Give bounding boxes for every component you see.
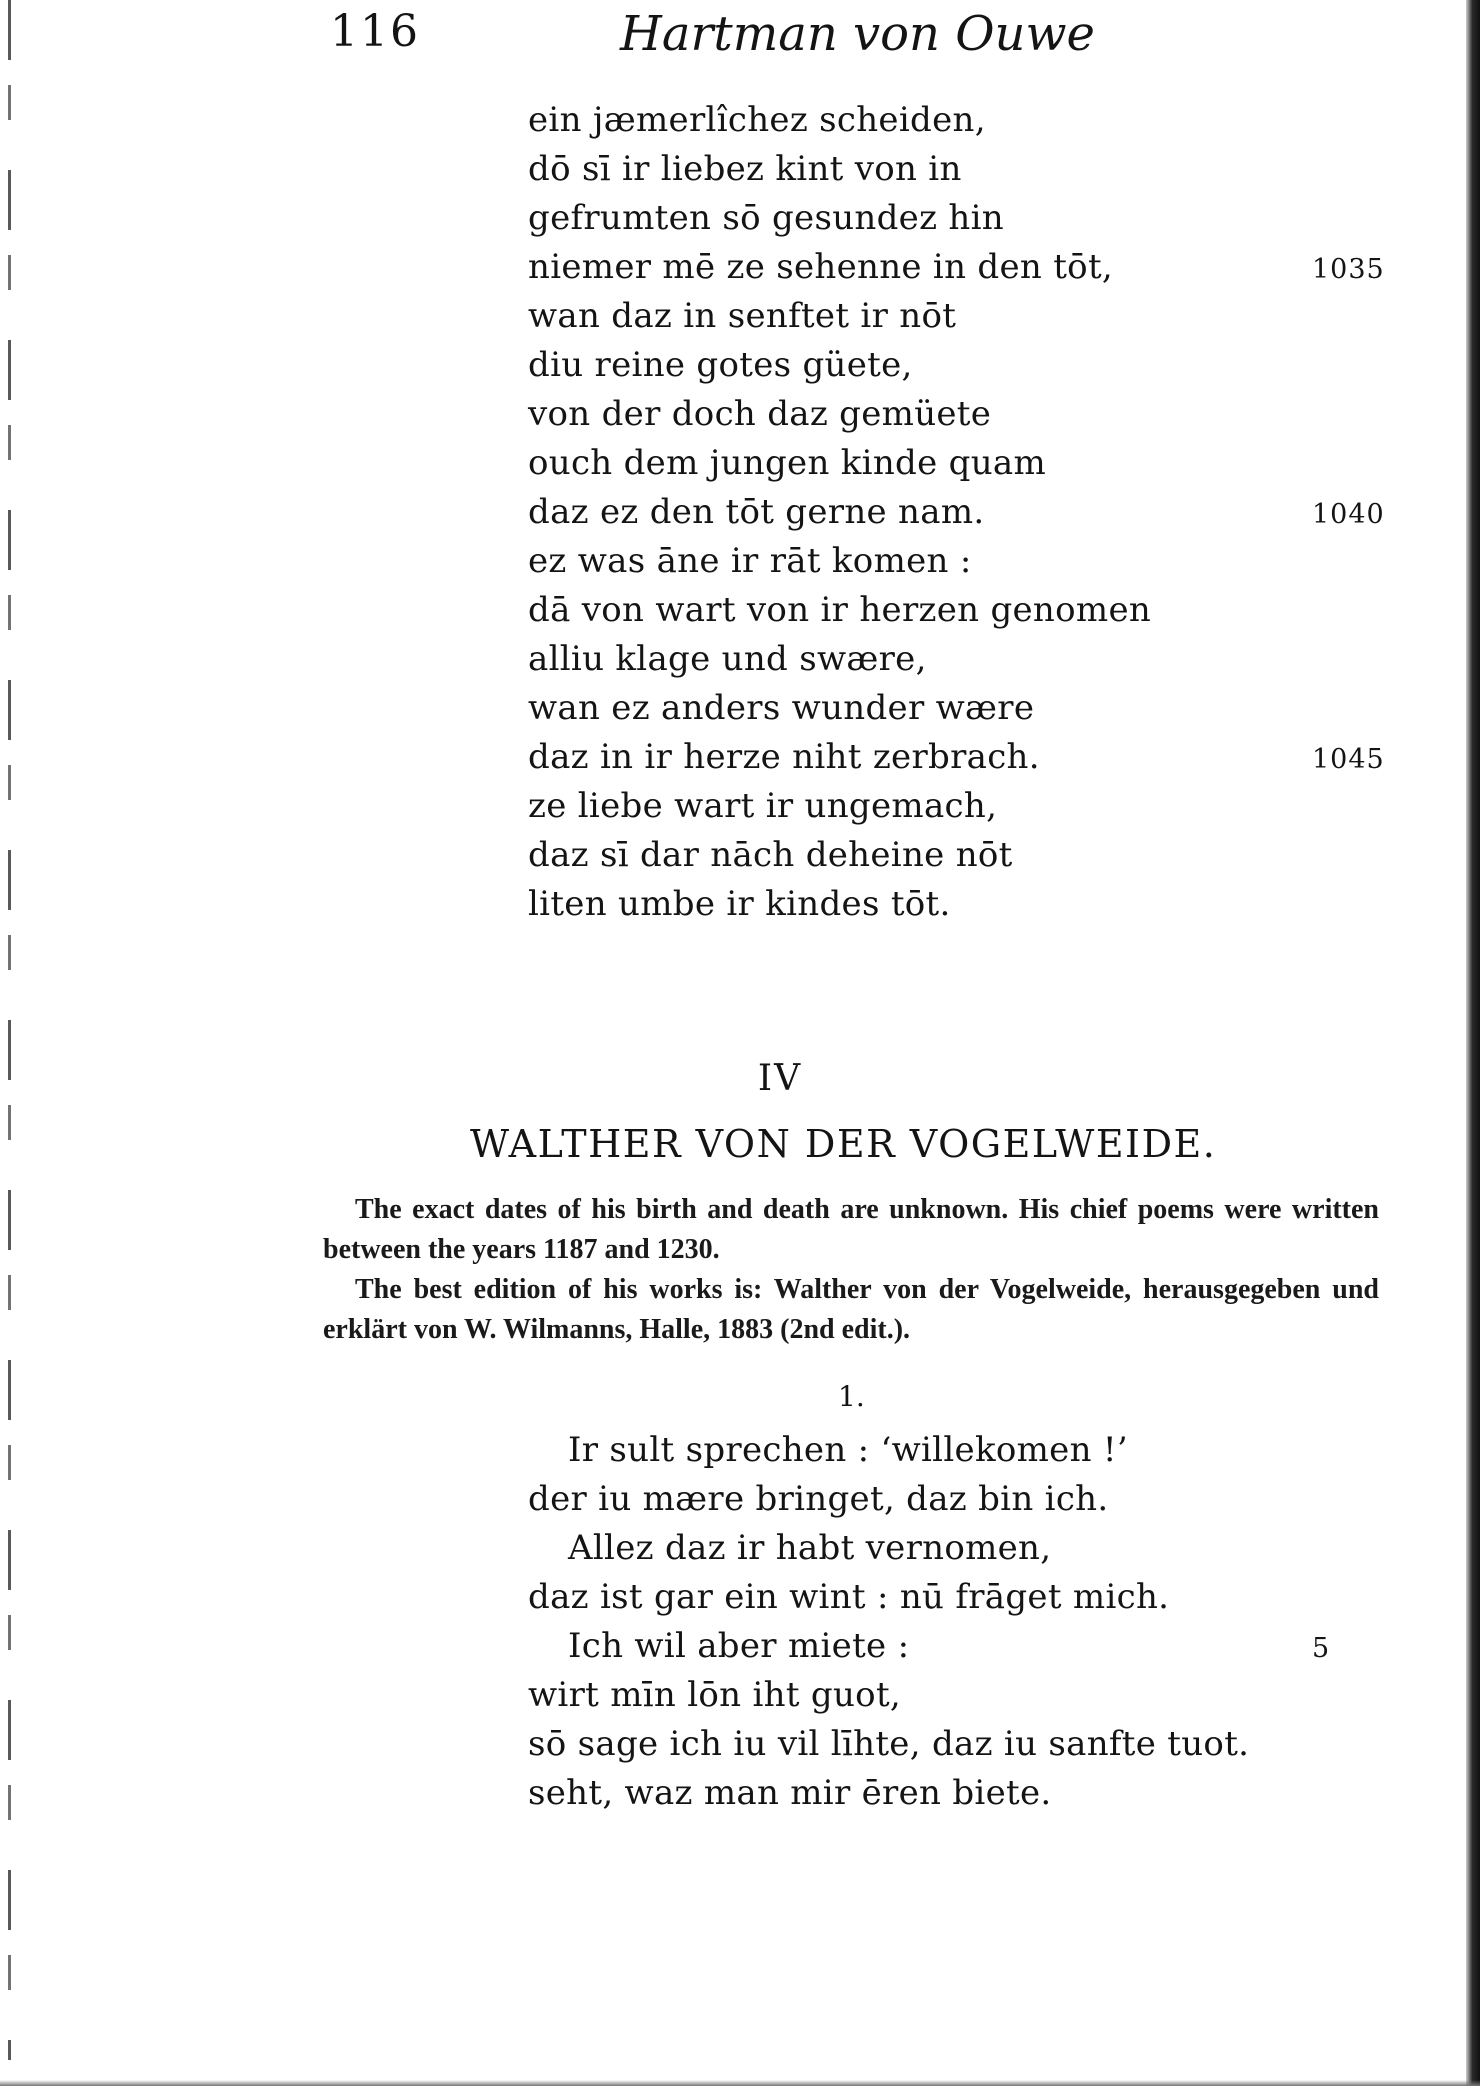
verse-text: dā von wart von ir herzen genomen [528, 590, 1152, 630]
verse-line [528, 1426, 1388, 1475]
verse-text: sō sage ich iu vil līhte, daz iu sanfte tuot. [528, 1724, 1250, 1764]
verse-text: dō sī ir liebez kint von in [528, 149, 962, 189]
verse-line [528, 1524, 1388, 1573]
section-heading: WALTHER VON DER VOGELWEIDE. [470, 1122, 1217, 1166]
verse-text: daz sī dar nāch deheine nōt [528, 835, 1013, 875]
verse-line [528, 96, 1388, 145]
line-number: 5 [1312, 1633, 1331, 1664]
verse-text: daz ez den tōt gerne nam. [528, 492, 985, 532]
verse-text: Ich wil aber miete : [568, 1626, 910, 1666]
line-number: 1040 [1312, 499, 1385, 530]
intro-paragraph-dates: The exact dates of his birth and death are unknown. His chief poems were written between the years 1187 and 1230. [323, 1194, 1379, 1265]
verse-line [528, 537, 1388, 586]
verse-line [528, 1720, 1388, 1769]
verse-text: von der doch daz gemüete [528, 394, 992, 434]
verse-text: liten umbe ir kindes tōt. [528, 884, 951, 924]
verse-line [528, 488, 1388, 537]
verse-text: ez was āne ir rāt komen : [528, 541, 972, 581]
verse-text: ouch dem jungen kinde quam [528, 443, 1047, 483]
verse-line [528, 1769, 1388, 1818]
verse-block-hartman [528, 96, 1388, 929]
verse-text: niemer mē ze sehenne in den tōt, [528, 247, 1114, 287]
author-introduction [323, 1190, 1379, 1350]
running-title: Hartman von Ouwe [620, 6, 1095, 62]
verse-line [528, 1622, 1388, 1671]
scan-edge-left [8, 0, 11, 2060]
verse-text: der iu mære bringet, daz bin ich. [528, 1479, 1109, 1519]
verse-line [528, 635, 1388, 684]
verse-line [528, 145, 1388, 194]
verse-line [528, 1475, 1388, 1524]
verse-line [528, 194, 1388, 243]
line-number: 1045 [1312, 744, 1385, 775]
verse-line [528, 243, 1388, 292]
verse-text: wan ez anders wunder wære [528, 688, 1035, 728]
page-number: 116 [330, 6, 420, 57]
verse-text: ein jæmerlîchez scheiden, [528, 100, 986, 140]
verse-line [528, 341, 1388, 390]
verse-text: alliu klage und swære, [528, 639, 927, 679]
verse-text: wirt mīn lōn iht guot, [528, 1675, 902, 1715]
verse-line [528, 782, 1388, 831]
verse-line [528, 831, 1388, 880]
verse-line [528, 390, 1388, 439]
poem-number: 1. [838, 1380, 865, 1413]
verse-text: diu reine gotes güete, [528, 345, 913, 385]
verse-line [528, 733, 1388, 782]
intro-paragraph-edition: The best edition of his works is: Walther von der Vogelweide, herausgegeben und erklärt von W. Wilmanns, Halle, 1883 (2nd edit.). [323, 1274, 1379, 1345]
scan-edge-right [1466, 0, 1480, 2086]
verse-block-walther [528, 1426, 1388, 1818]
verse-line [528, 292, 1388, 341]
verse-line [528, 880, 1388, 929]
scan-edge-bottom [0, 2080, 1480, 2086]
section-numeral: IV [757, 1058, 803, 1099]
verse-text: seht, waz man mir ēren biete. [528, 1773, 1052, 1813]
verse-line [528, 684, 1388, 733]
verse-text: ze liebe wart ir ungemach, [528, 786, 998, 826]
line-number: 1035 [1312, 254, 1385, 285]
verse-line [528, 1671, 1388, 1720]
verse-text: wan daz in senftet ir nōt [528, 296, 957, 336]
verse-line [528, 586, 1388, 635]
verse-text: Allez daz ir habt vernomen, [568, 1528, 1052, 1568]
verse-text: daz in ir herze niht zerbrach. [528, 737, 1040, 777]
verse-text: gefrumten sō gesundez hin [528, 198, 1004, 238]
verse-line [528, 439, 1388, 488]
running-head [0, 6, 1480, 66]
verse-line [528, 1573, 1388, 1622]
verse-text: daz ist gar ein wint : nū frāget mich. [528, 1577, 1170, 1617]
verse-text: Ir sult sprechen : ‘willekomen !’ [568, 1430, 1128, 1470]
